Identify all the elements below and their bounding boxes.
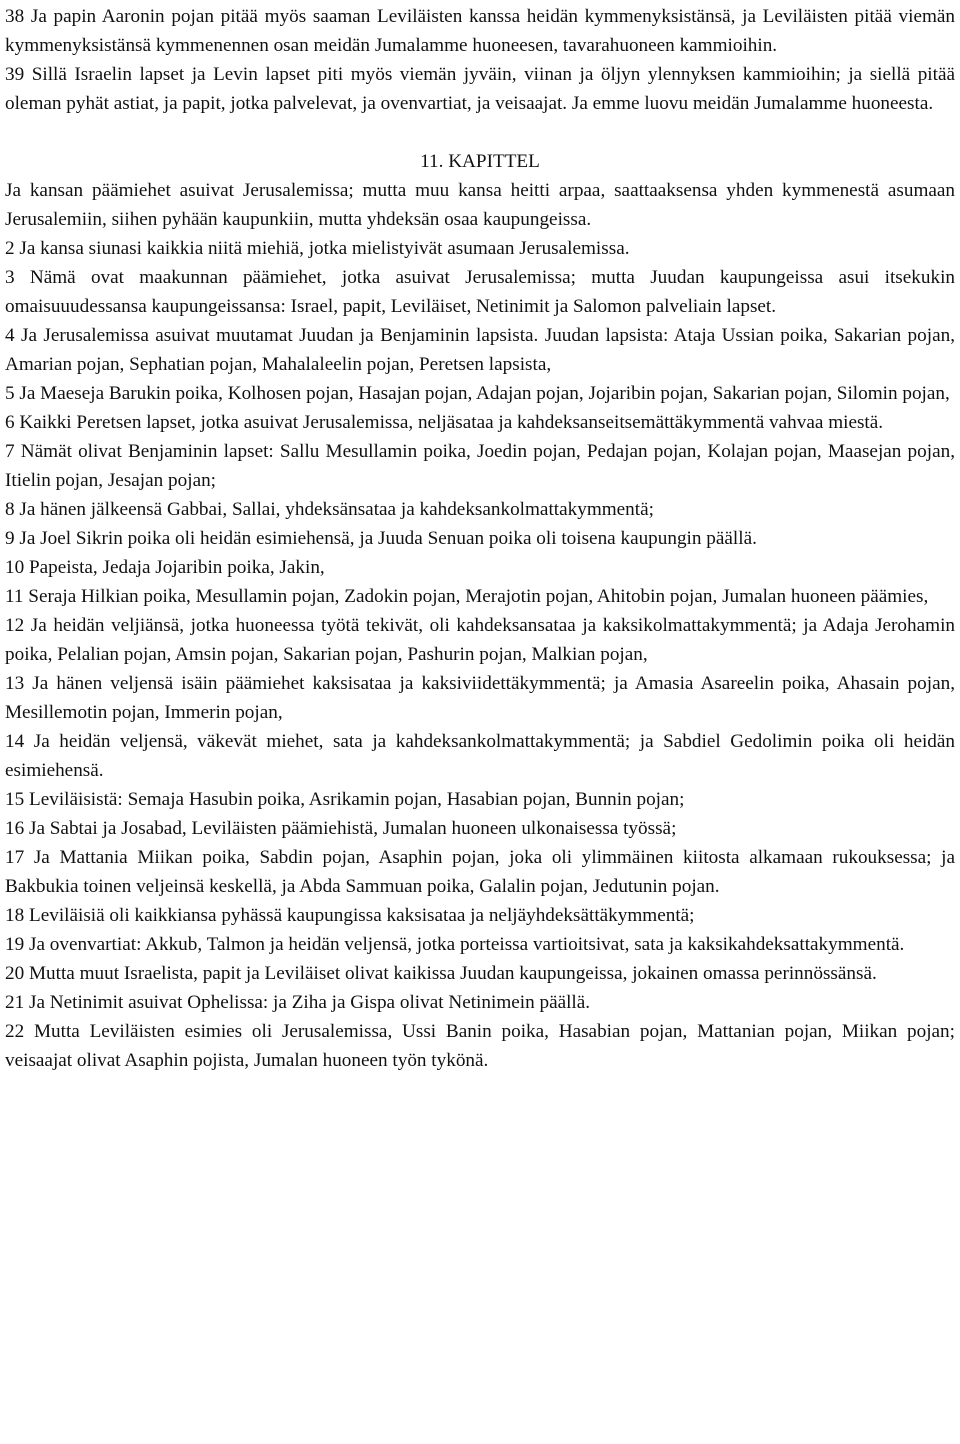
verse-11: 11 Seraja Hilkian poika, Mesullamin pojan, Zadokin pojan, Merajotin pojan, Ahitobin pojan, Jumalan huoneen päämies, — [5, 586, 929, 607]
verse-39: 39 Sillä Israelin lapset ja Levin lapset piti myös viemän jyväin, viinan ja öljyn ylennyksen kammioihin; ja siellä pitää oleman pyhät astiat, ja papit, jotka palvelevat, ja ovenvartiat, ja veisaajat. Ja emme luovu meidän Jumalamme huoneesta. — [5, 64, 955, 114]
chapter-heading: 11. KAPITTEL — [420, 151, 540, 172]
verse-3: 3 Nämä ovat maakunnan päämiehet, jotka asuivat Jerusalemissa; mutta Juudan kaupungeissa asui itsekukin omaisuuudessansa kaupungeissansa: Israel, papit, Leviläiset, Netinimit ja Salomon palveliain lapset. — [5, 267, 955, 317]
verse-7: 7 Nämät olivat Benjaminin lapset: Sallu Mesullamin poika, Joedin pojan, Pedajan pojan, Kolajan pojan, Maasejan pojan, Itielin pojan, Jesajan pojan; — [5, 441, 955, 491]
verse-19: 19 Ja ovenvartiat: Akkub, Talmon ja heidän veljensä, jotka porteissa vartioitsivat, sata ja kaksikahdeksattakymmentä. — [5, 934, 905, 955]
document-page — [5, 2, 955, 1075]
verse-8: 8 Ja hänen jälkeensä Gabbai, Sallai, yhdeksänsataa ja kahdeksankolmattakymmentä; — [5, 499, 654, 520]
verse-4: 4 Ja Jerusalemissa asuivat muutamat Juudan ja Benjaminin lapsista. Juudan lapsista: Ataja Ussian poika, Sakarian pojan, Amarian pojan, Sephatian pojan, Mahalaleelin pojan, Peretsen lapsista, — [5, 325, 955, 375]
verse-5: 5 Ja Maeseja Barukin poika, Kolhosen pojan, Hasajan pojan, Adajan pojan, Jojaribin pojan, Sakarian pojan, Silomin pojan, — [5, 383, 950, 404]
verse-22: 22 Mutta Leviläisten esimies oli Jerusalemissa, Ussi Banin poika, Hasabian pojan, Mattanian pojan, Miikan pojan; veisaajat olivat Asaphin pojista, Jumalan huoneen työn tykönä. — [5, 1021, 955, 1071]
verse-16: 16 Ja Sabtai ja Josabad, Leviläisten päämiehistä, Jumalan huoneen ulkonaisessa työssä; — [5, 818, 677, 839]
verse-21: 21 Ja Netinimit asuivat Ophelissa: ja Ziha ja Gispa olivat Netinimein päällä. — [5, 992, 591, 1013]
verse-6: 6 Kaikki Peretsen lapset, jotka asuivat Jerusalemissa, neljäsataa ja kahdeksanseitsemättäkymmentä vahvaa miestä. — [5, 412, 884, 433]
verse-18: 18 Leviläisiä oli kaikkiansa pyhässä kaupungissa kaksisataa ja neljäyhdeksättäkymmentä; — [5, 905, 695, 926]
verse-17: 17 Ja Mattania Miikan poika, Sabdin pojan, Asaphin pojan, joka oli ylimmäinen kiitosta alkamaan rukouksessa; ja Bakbukia toinen veljeinsä keskellä, ja Abda Sammuan poika, Galalin pojan, Jedutunin pojan. — [5, 847, 955, 897]
verse-10: 10 Papeista, Jedaja Jojaribin poika, Jakin, — [5, 557, 325, 578]
verse-9: 9 Ja Joel Sikrin poika oli heidän esimiehensä, ja Juuda Senuan poika oli toisena kaupungin päällä. — [5, 528, 757, 549]
verse-12: 12 Ja heidän veljiänsä, jotka huoneessa työtä tekivät, oli kahdeksansataa ja kaksikolmattakymmentä; ja Adaja Jerohamin poika, Pelalian pojan, Amsin pojan, Sakarian pojan, Pashurin pojan, Malkian pojan, — [5, 615, 955, 665]
verse-15: 15 Leviläisistä: Semaja Hasubin poika, Asrikamin pojan, Hasabian pojan, Bunnin pojan; — [5, 789, 685, 810]
verse-13: 13 Ja hänen veljensä isäin päämiehet kaksisataa ja kaksiviidettäkymmentä; ja Amasia Asareelin poika, Ahasain pojan, Mesillemotin pojan, Immerin pojan, — [5, 673, 955, 723]
verse-38: 38 Ja papin Aaronin pojan pitää myös saaman Leviläisten kanssa heidän kymmenyksistänsä, ja Leviläisten pitää viemän kymmenyksistänsä kymmenennen osan meidän Jumalamme huoneesen, tavarahuoneen kammioihin. — [5, 6, 955, 56]
verse-2: 2 Ja kansa siunasi kaikkia niitä miehiä, jotka mielistyivät asumaan Jerusalemissa. — [5, 238, 630, 259]
verse-20: 20 Mutta muut Israelista, papit ja Leviläiset olivat kaikissa Juudan kaupungeissa, jokainen omassa perinnössänsä. — [5, 963, 877, 984]
verse-1: Ja kansan päämiehet asuivat Jerusalemissa; mutta muu kansa heitti arpaa, saattaaksensa yhden kymmenestä asumaan Jerusalemiin, siihen pyhään kaupunkiin, mutta yhdeksän osaa kaupungeissa. — [5, 180, 955, 230]
verse-14: 14 Ja heidän veljensä, väkevät miehet, sata ja kahdeksankolmattakymmentä; ja Sabdiel Gedolimin poika oli heidän esimiehensä. — [5, 731, 955, 781]
